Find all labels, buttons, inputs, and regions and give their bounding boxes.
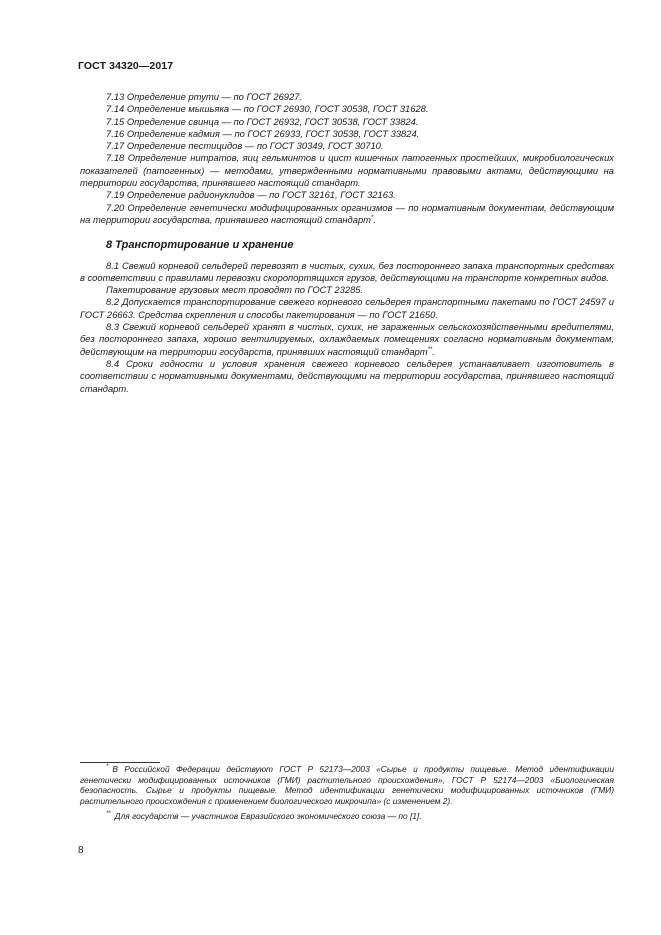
item-8-4: 8.4 Сроки годности и условия хранения свежего корневого сельдерея устанавливает изготовитель в соответствии с нормативными документами, действующими на территории государства, принявшего настоящий стандарт. — [80, 357, 614, 394]
item-8-1-packaging: Пакетирование грузовых мест проводят по ГОСТ 23285. — [106, 284, 364, 296]
footnote-ref-1: * — [370, 214, 374, 221]
item-8-3 — [80, 321, 614, 358]
footnotes — [80, 764, 614, 822]
page-number: 8 — [78, 845, 84, 856]
footnote-2-mark: ** — [106, 810, 111, 817]
item-7-19: 7.19 Определение радионуклидов — по ГОСТ 32161, ГОСТ 32163. — [106, 189, 396, 201]
document-body — [80, 91, 614, 395]
item-7-14: 7.14 Определение мышьяка — по ГОСТ 26930, ГОСТ 30538, ГОСТ 31628. — [106, 103, 429, 115]
item-7-18: 7.18 Определение нитратов, яиц гельминтов и цист кишечных патогенных простейших, микробиологических показателей (патогенных) — методами, утвержденными нормативными правовыми актами, действующими на территории государства, принявшего настоящий стандарт. — [80, 152, 614, 189]
item-7-20-text: 7.20 Определение генетически модифицированных организмов — по нормативным документам, действующим на территории государства, принявшего настоящий стандарт — [80, 201, 614, 225]
item-8-3-text: 8.3 Свежий корневой сельдерей хранят в чистых, сухих, не зараженных сельскохозяйственными вредителями, без постороннего запаха, хорошо вентилируемых, охлаждаемых помещениях согласно нормативным документам, действующим на территории государств, принявших настоящий стандарт — [80, 321, 614, 357]
section-8-title: 8 Транспортирование и хранение — [106, 239, 294, 252]
footnote-ref-2: ** — [427, 346, 433, 353]
item-8-2: 8.2 Допускается транспортирование свежего корневого сельдерея транспортными пакетами по ГОСТ 24597 и ГОСТ 26663. Средства скрепления и способы пакетирования — по ГОСТ 21650. — [80, 296, 614, 320]
footnote-2-text: Для государств — участников Евразийского экономического союза — по [1]. — [114, 810, 422, 821]
item-7-13: 7.13 Определение ртути — по ГОСТ 26927. — [106, 91, 303, 102]
footnote-1-text: В Российской Федерации действуют ГОСТ Р 52173—2003 «Сырье и продукты пищевые. Метод идентификации генетически модифицированных источников (ГМИ) растительного происхождения», ГОСТ Р 52174—2003 «Биологическая безопасность. Сырье и продукты пищевые. Метод идентификации генетически модифицированных источников (ГМИ) растительного происхождения с применением биологического микрочипа» (с изменением 2). — [80, 764, 614, 807]
footnote-divider — [80, 762, 160, 763]
document-header: ГОСТ 34320—2017 — [78, 60, 174, 72]
item-8-3-tail: . — [432, 345, 435, 357]
footnote-1-mark: * — [106, 764, 109, 770]
item-7-16: 7.16 Определение кадмия — по ГОСТ 26933, ГОСТ 30538, ГОСТ 33824. — [106, 127, 420, 139]
item-7-17: 7.17 Определение пестицидов — по ГОСТ 30349, ГОСТ 30710. — [106, 140, 384, 152]
item-7-20 — [80, 202, 614, 227]
item-8-1: 8.1 Свежий корневой сельдерей перевозят в чистых, сухих, без постороннего запаха транспортных средствах в соответствии с правилами перевозки скоропортящихся грузов, действующими на транспорте конкретных видов. — [80, 259, 614, 283]
footnote-2 — [80, 811, 614, 822]
footnote-1 — [80, 764, 614, 807]
item-7-20-tail: . — [373, 213, 376, 225]
item-7-15: 7.15 Определение свинца — по ГОСТ 26932, ГОСТ 30538, ГОСТ 33824. — [106, 115, 419, 127]
